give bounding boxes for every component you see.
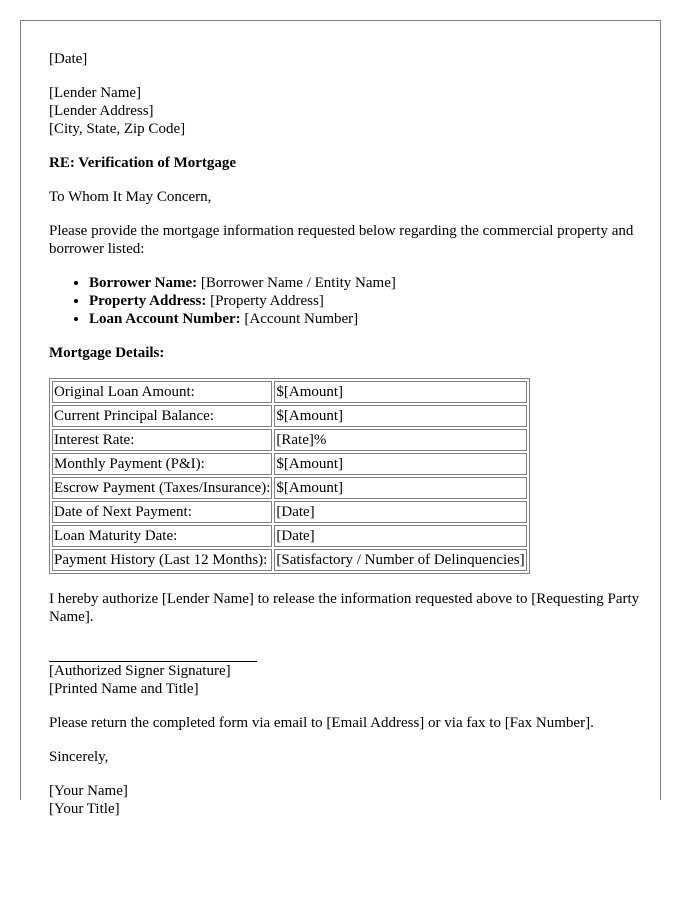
property-address-label: Property Address: xyxy=(89,293,207,309)
property-address-value: [Property Address] xyxy=(206,293,324,309)
sender-block xyxy=(49,782,649,818)
return-instructions: Please return the completed form via email to [Email Address] or via fax to [Fax Number]. xyxy=(49,715,594,731)
sender-name: [Your Name] xyxy=(49,783,128,799)
loan-account-number-value: [Account Number] xyxy=(240,311,359,327)
signer-block xyxy=(49,662,649,698)
table-cell-value: [Satisfactory / Number of Delinquencies] xyxy=(274,549,526,571)
table-row xyxy=(52,453,527,475)
table-cell-label: Payment History (Last 12 Months): xyxy=(52,549,272,571)
letter-page xyxy=(20,20,661,817)
table-cell-value: [Rate]% xyxy=(274,429,526,451)
table-row xyxy=(52,405,527,427)
salutation: To Whom It May Concern, xyxy=(49,189,212,205)
borrower-info-list xyxy=(49,274,649,328)
list-item xyxy=(89,310,649,328)
letter-date: [Date] xyxy=(49,51,88,67)
borrower-name-value: [Borrower Name / Entity Name] xyxy=(197,275,396,291)
table-cell-value: [Date] xyxy=(274,525,526,547)
table-cell-label: Monthly Payment (P&I): xyxy=(52,453,272,475)
lender-address: [Lender Address] xyxy=(49,103,154,119)
list-item xyxy=(89,274,649,292)
closing: Sincerely, xyxy=(49,749,109,765)
signer-signature: [Authorized Signer Signature] xyxy=(49,663,231,679)
table-row xyxy=(52,381,527,403)
table-row xyxy=(52,429,527,451)
intro-paragraph: Please provide the mortgage information requested below regarding the commercial property and borrower listed: xyxy=(49,223,634,257)
table-cell-value: [Date] xyxy=(274,501,526,523)
table-cell-value: $[Amount] xyxy=(274,405,526,427)
table-cell-value: $[Amount] xyxy=(274,477,526,499)
mortgage-details-heading: Mortgage Details: xyxy=(49,345,165,361)
table-cell-label: Original Loan Amount: xyxy=(52,381,272,403)
table-cell-label: Date of Next Payment: xyxy=(52,501,272,523)
table-cell-label: Current Principal Balance: xyxy=(52,405,272,427)
borrower-name-label: Borrower Name: xyxy=(89,275,198,291)
loan-account-number-label: Loan Account Number: xyxy=(89,311,241,327)
subject-line: RE: Verification of Mortgage xyxy=(49,155,237,171)
mortgage-details-table xyxy=(49,378,530,574)
signer-printed-name: [Printed Name and Title] xyxy=(49,681,199,697)
table-row xyxy=(52,549,527,571)
letter-body xyxy=(49,50,649,834)
lender-name: [Lender Name] xyxy=(49,85,142,101)
table-row xyxy=(52,477,527,499)
authorization-paragraph: I hereby authorize [Lender Name] to release the information requested above to [Requesting Party Name]. xyxy=(49,591,640,625)
table-cell-label: Interest Rate: xyxy=(52,429,272,451)
recipient-address xyxy=(49,84,649,138)
lender-city-state-zip: [City, State, Zip Code] xyxy=(49,121,186,137)
sender-title: [Your Title] xyxy=(49,801,120,817)
list-item xyxy=(89,292,649,310)
table-cell-value: $[Amount] xyxy=(274,453,526,475)
table-cell-value: $[Amount] xyxy=(274,381,526,403)
table-cell-label: Escrow Payment (Taxes/Insurance): xyxy=(52,477,272,499)
table-row xyxy=(52,525,527,547)
table-cell-label: Loan Maturity Date: xyxy=(52,525,272,547)
table-row xyxy=(52,501,527,523)
